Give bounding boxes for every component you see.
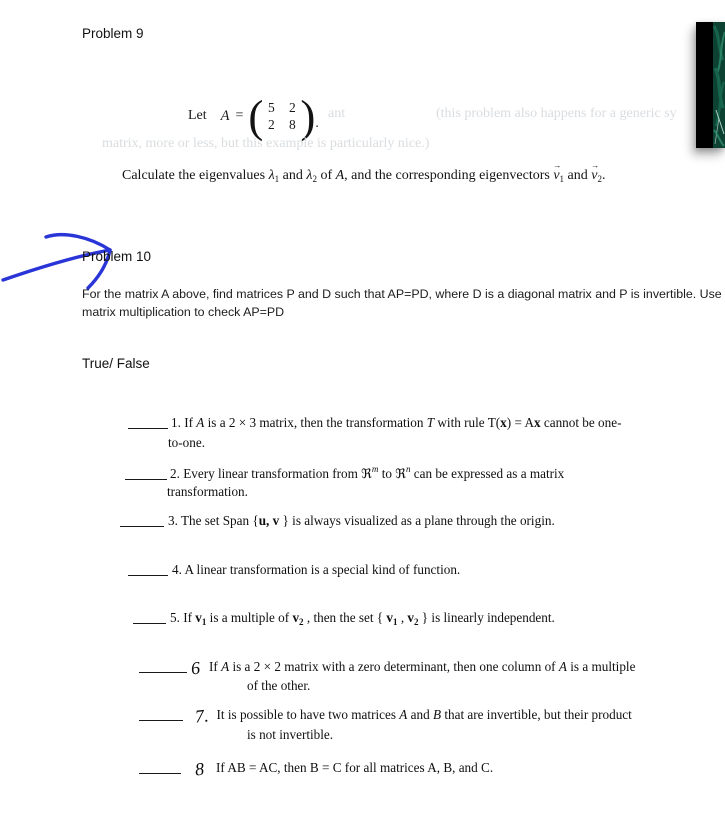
question-text: It is possible to have two matrices A and B that are invertible, but their product xyxy=(216,707,632,722)
answer-blank xyxy=(139,761,181,774)
question-text: If A is a 2 × 2 matrix with a zero determinant, then one column of A is a multiple xyxy=(209,659,636,674)
tf-question-7 xyxy=(139,706,632,727)
tf-question-5 xyxy=(133,610,555,627)
matrix-values xyxy=(265,100,298,133)
question-text: 4. A linear transformation is a special kind of function. xyxy=(172,562,461,577)
tf-question-2-wrap: transformation. xyxy=(167,484,248,499)
faded-text-line: matrix, more or less, but this example is particularly nice.) xyxy=(102,136,430,151)
tf-question-6 xyxy=(139,658,635,679)
plant-image-art xyxy=(696,22,725,148)
tf-question-1-wrap: to-one. xyxy=(168,435,205,450)
dark-plant-photo[interactable] xyxy=(696,22,725,148)
tf-question-4 xyxy=(128,562,460,578)
problem10-body-line2: matrix multiplication to check AP=PD xyxy=(82,305,285,319)
question-text: 1. If A is a 2 × 3 matrix, then the transformation T with rule T(x) = Ax cannot be one- xyxy=(171,415,622,430)
tf-question-2 xyxy=(125,464,564,482)
answer-blank xyxy=(128,563,168,576)
question-text: 2. Every linear transformation from ℜ$^m$ to ℜ$^n$ can be expressed as a matrix xyxy=(170,464,565,481)
answer-blank xyxy=(128,416,168,429)
question-text: If AB = AC, then B = C for all matrices A, B, and C. xyxy=(216,760,494,775)
tf-question-3 xyxy=(120,513,555,529)
tf-question-1 xyxy=(128,415,621,431)
handwritten-number: 8 xyxy=(193,758,205,780)
matrix-cell: 2 xyxy=(289,99,296,115)
answer-blank xyxy=(125,467,167,480)
matrix-cell: 2 xyxy=(268,116,275,132)
let-word: Let xyxy=(188,108,207,123)
true-false-heading: True/ False xyxy=(82,356,150,371)
equals-sign: = xyxy=(235,108,244,123)
answer-blank xyxy=(120,514,164,527)
period: . xyxy=(315,116,319,131)
close-paren: ) xyxy=(300,89,316,141)
handwritten-number: 6 xyxy=(189,657,201,679)
matrix-row xyxy=(265,117,298,133)
tf-question-6-wrap: of the other. xyxy=(247,678,311,693)
problem9-title: Problem 9 xyxy=(82,26,144,41)
problem9-task-text: Calculate the eigenvalues $\lambda_1$ and $\lambda_2$ of A, and the corresponding eigenvectors $v \to_1$ and $v \to_2$. xyxy=(122,168,605,184)
answer-blank xyxy=(139,708,183,721)
faded-text-fragment: ant xyxy=(328,106,346,121)
problem10-title: Problem 10 xyxy=(82,249,152,264)
open-paren: ( xyxy=(248,89,264,141)
matrix-cell: 5 xyxy=(268,99,275,115)
handwritten-number: 7. xyxy=(193,705,210,727)
matrix-variable: A xyxy=(220,107,230,124)
matrix-definition xyxy=(188,89,319,141)
faded-text-fragment: (this problem also happens for a generic sy xyxy=(436,106,677,121)
matrix-row xyxy=(265,100,298,116)
problem10-body-line1: For the matrix A above, find matrices P and D such that AP=PD, where D is a diagonal matrix and P is invertible. Use xyxy=(82,287,722,301)
tf-question-8 xyxy=(139,759,493,780)
answer-blank xyxy=(139,660,187,673)
matrix-cell: 8 xyxy=(289,116,296,132)
tf-question-7-wrap: is not invertible. xyxy=(247,727,334,742)
question-text: 3. The set Span {u, v } is always visualized as a plane through the origin. xyxy=(168,513,555,528)
answer-blank xyxy=(133,611,166,624)
question-text: 5. If $v_1$ is a multiple of $v_2$ , then the set { $v_1$ , $v_2$ } is linearly independent. xyxy=(170,610,555,627)
